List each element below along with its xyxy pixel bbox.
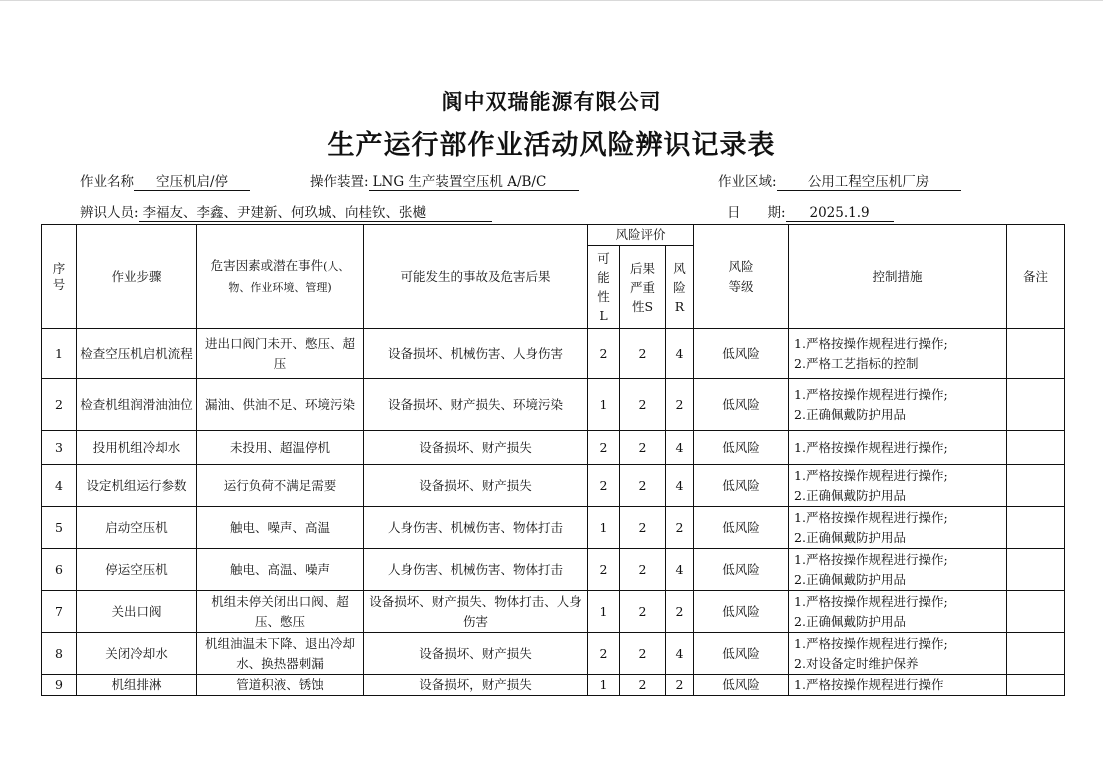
control-measure: 2.对设备定时维护保养 (794, 655, 919, 671)
row-step: 检查机组润滑油油位 (77, 379, 197, 431)
risk-table (41, 224, 1065, 696)
row-step: 关闭冷却水 (77, 633, 197, 675)
row-level: 低风险 (694, 507, 789, 549)
row-hazard: 触电、高温、噪声 (197, 549, 364, 591)
row-step: 机组排淋 (77, 675, 197, 696)
row-control (789, 675, 1007, 696)
row-control (789, 431, 1007, 465)
row-r: 2 (666, 675, 694, 696)
device-value: LNG 生产装置空压机 A/B/C (369, 174, 579, 191)
row-control (789, 591, 1007, 633)
row-l: 1 (588, 675, 620, 696)
row-r: 4 (666, 633, 694, 675)
row-seq: 1 (42, 329, 77, 379)
row-control (789, 465, 1007, 507)
row-s: 2 (620, 633, 666, 675)
row-consequence: 设备损坏、财产损失、环境污染 (364, 379, 588, 431)
control-measure: 1.严格按操作规程进行操作; (794, 467, 948, 483)
company-name: 阆中双瑞能源有限公司 (441, 89, 662, 114)
job-name-label: 作业名称 (80, 174, 134, 190)
row-s: 2 (620, 379, 666, 431)
row-remark (1007, 633, 1065, 675)
row-step: 停运空压机 (77, 549, 197, 591)
row-level: 低风险 (694, 591, 789, 633)
control-measure: 1.严格按操作规程进行操作; (794, 386, 948, 402)
header-hazard-text: 危害因素或潜在事件 (210, 257, 324, 273)
row-s: 2 (620, 549, 666, 591)
row-consequence: 设备损坏、财产损失 (364, 465, 588, 507)
row-control (789, 329, 1007, 379)
header-step: 作业步骤 (77, 225, 197, 329)
row-consequence: 设备损坏、机械伤害、人身伤害 (364, 329, 588, 379)
row-step: 启动空压机 (77, 507, 197, 549)
header-seq: 序号 (42, 225, 77, 329)
row-consequence: 设备损坏、财产损失 (364, 633, 588, 675)
row-hazard: 机组油温未下降、退出冷却水、换热器刺漏 (197, 633, 364, 675)
row-s: 2 (620, 465, 666, 507)
row-level: 低风险 (694, 633, 789, 675)
row-level: 低风险 (694, 379, 789, 431)
device-field (310, 170, 579, 191)
control-measure: 2.正确佩戴防护用品 (794, 613, 906, 629)
form-title: 生产运行部作业活动风险辨识记录表 (327, 130, 776, 161)
table-row (42, 465, 1065, 507)
identifiers-label: 辨识人员: (80, 205, 139, 221)
table-row (42, 329, 1065, 379)
header-eval: 风险评价 (588, 225, 694, 246)
table-row (42, 379, 1065, 431)
area-field (718, 170, 961, 191)
row-l: 2 (588, 329, 620, 379)
table-row (42, 591, 1065, 633)
header-control: 控制措施 (789, 225, 1007, 329)
header-remark: 备注 (1007, 225, 1065, 329)
row-level: 低风险 (694, 431, 789, 465)
row-r: 4 (666, 431, 694, 465)
control-measure: 1.严格按操作规程进行操作; (794, 439, 948, 455)
row-level: 低风险 (694, 675, 789, 696)
header-hazard (197, 225, 364, 329)
row-step: 投用机组冷却水 (77, 431, 197, 465)
control-measure: 1.严格按操作规程进行操作; (794, 509, 948, 525)
row-level: 低风险 (694, 465, 789, 507)
row-step: 检查空压机启机流程 (77, 329, 197, 379)
date-label: 日 期: (727, 205, 786, 221)
row-seq: 2 (42, 379, 77, 431)
row-consequence: 人身伤害、机械伤害、物体打击 (364, 507, 588, 549)
area-label: 作业区域: (718, 174, 777, 190)
row-l: 1 (588, 591, 620, 633)
row-remark (1007, 549, 1065, 591)
header-level: 风险等级 (694, 225, 789, 329)
row-seq: 3 (42, 431, 77, 465)
row-remark (1007, 379, 1065, 431)
page-top-border (0, 0, 1103, 1)
row-s: 2 (620, 431, 666, 465)
row-l: 2 (588, 633, 620, 675)
row-hazard: 机组未停关闭出口阀、超压、憋压 (197, 591, 364, 633)
area-value: 公用工程空压机厂房 (777, 174, 961, 191)
row-hazard: 进出口阀门未开、憋压、超压 (197, 329, 364, 379)
header-consequence: 可能发生的事故及危害后果 (364, 225, 588, 329)
row-step: 关出口阀 (77, 591, 197, 633)
row-r: 2 (666, 507, 694, 549)
row-control (789, 633, 1007, 675)
row-hazard: 触电、噪声、高温 (197, 507, 364, 549)
row-level: 低风险 (694, 329, 789, 379)
row-hazard: 未投用、超温停机 (197, 431, 364, 465)
job-name-field (80, 170, 250, 191)
header-r: 风险R (666, 246, 694, 329)
table-row (42, 431, 1065, 465)
row-r: 4 (666, 465, 694, 507)
row-consequence: 设备损坏、财产损失、物体打击、人身伤害 (364, 591, 588, 633)
row-l: 2 (588, 465, 620, 507)
job-name-value: 空压机启/停 (134, 174, 250, 191)
row-hazard: 漏油、供油不足、环境污染 (197, 379, 364, 431)
header-l: 可能性L (588, 246, 620, 329)
row-seq: 5 (42, 507, 77, 549)
table-row (42, 507, 1065, 549)
row-control (789, 507, 1007, 549)
row-hazard: 运行负荷不满足需要 (197, 465, 364, 507)
row-seq: 4 (42, 465, 77, 507)
control-measure: 2.正确佩戴防护用品 (794, 487, 906, 503)
row-s: 2 (620, 591, 666, 633)
control-measure: 1.严格按操作规程进行操作; (794, 593, 948, 609)
row-remark (1007, 329, 1065, 379)
identifiers-field (80, 201, 492, 222)
row-s: 2 (620, 329, 666, 379)
row-consequence: 设备损坏，财产损失 (364, 675, 588, 696)
row-remark (1007, 431, 1065, 465)
row-l: 1 (588, 507, 620, 549)
control-measure: 2.严格工艺指标的控制 (794, 355, 919, 371)
table-header-row-1 (42, 225, 1065, 246)
date-value: 2025.1.9 (786, 205, 894, 222)
header-s: 后果严重性S (620, 246, 666, 329)
row-step: 设定机组运行参数 (77, 465, 197, 507)
row-l: 2 (588, 549, 620, 591)
row-l: 1 (588, 379, 620, 431)
control-measure: 2.正确佩戴防护用品 (794, 529, 906, 545)
row-level: 低风险 (694, 549, 789, 591)
row-seq: 6 (42, 549, 77, 591)
row-r: 4 (666, 329, 694, 379)
control-measure: 1.严格按操作规程进行操作; (794, 551, 948, 567)
header-hazard-note: (人、物、作业环境、管理) (228, 259, 350, 294)
row-r: 4 (666, 549, 694, 591)
date-field (727, 201, 894, 222)
control-measure: 1.严格按操作规程进行操作; (794, 335, 948, 351)
control-measure: 2.正确佩戴防护用品 (794, 406, 906, 422)
device-label: 操作装置: (310, 174, 369, 190)
row-control (789, 549, 1007, 591)
row-r: 2 (666, 591, 694, 633)
row-r: 2 (666, 379, 694, 431)
control-measure: 1.严格按操作规程进行操作; (794, 635, 948, 651)
row-consequence: 设备损坏、财产损失 (364, 431, 588, 465)
table-row (42, 633, 1065, 675)
row-remark (1007, 591, 1065, 633)
row-s: 2 (620, 507, 666, 549)
row-remark (1007, 507, 1065, 549)
control-measure: 1.严格按操作规程进行操作 (794, 677, 944, 692)
row-consequence: 人身伤害、机械伤害、物体打击 (364, 549, 588, 591)
row-hazard: 管道积液、锈蚀 (197, 675, 364, 696)
row-seq: 7 (42, 591, 77, 633)
row-l: 2 (588, 431, 620, 465)
row-s: 2 (620, 675, 666, 696)
row-seq: 8 (42, 633, 77, 675)
table-row (42, 549, 1065, 591)
row-control (789, 379, 1007, 431)
table-row (42, 675, 1065, 696)
row-remark (1007, 465, 1065, 507)
identifiers-value: 李福友、李鑫、尹建新、何玖城、向桂钦、张樾 (139, 205, 492, 222)
control-measure: 2.正确佩戴防护用品 (794, 571, 906, 587)
row-seq: 9 (42, 675, 77, 696)
row-remark (1007, 675, 1065, 696)
